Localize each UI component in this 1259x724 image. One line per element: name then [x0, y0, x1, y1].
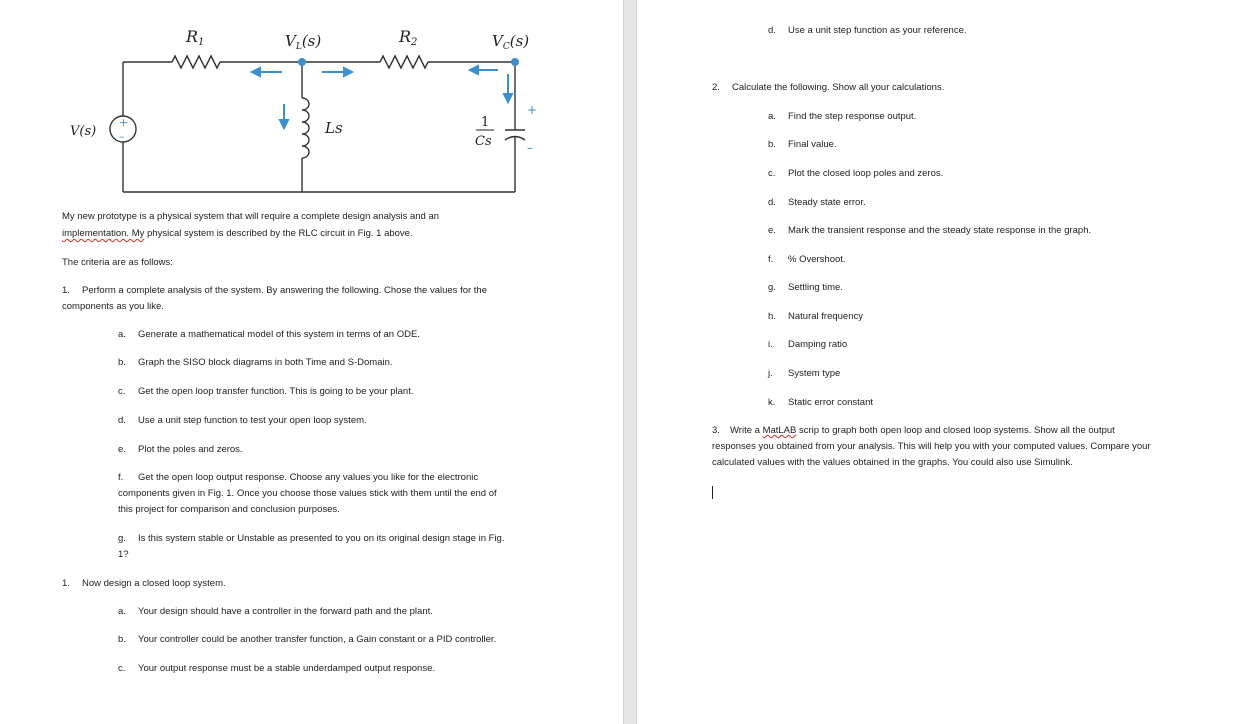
spellcheck-span: implementation. My	[62, 228, 145, 239]
item1-sub-b: b. Graph the SISO block diagrams in both Time and S-Domain.	[118, 357, 393, 368]
document-page-right	[637, 0, 1259, 724]
right-sub-d-top: d. Use a unit step function as your reference.	[768, 25, 967, 36]
right-sub-j: j. System type	[768, 368, 841, 379]
item1-sub-c: c. Get the open loop transfer function. This is going to be your plant.	[118, 386, 414, 397]
right-sub-a: a. Find the step response output.	[768, 111, 917, 122]
criteria-heading: The criteria are as follows:	[62, 257, 173, 268]
label-vs: V(s)	[70, 124, 97, 139]
label-cap-den: Cs	[475, 134, 492, 149]
item1-sub-a: a. Generate a mathematical model of this system in terms of an ODE.	[118, 329, 420, 340]
cap-plus: +	[527, 103, 538, 117]
item2-sub-c: c. Your output response must be a stable underdamped output response.	[118, 663, 435, 674]
item2-sub-b: b. Your controller could be another transfer function, a Gain constant or a PID controller.	[118, 634, 497, 645]
item3: 3. Write a MatLAB scrip to graph both open loop and closed loop systems. Show all the output	[712, 425, 1115, 436]
page-gutter	[623, 0, 637, 724]
item1-sub-g: g. Is this system stable or Unstable as presented to you on its original design stage in Fig.	[118, 533, 505, 544]
item2-sub-a: a. Your design should have a controller in the forward path and the plant.	[118, 606, 433, 617]
label-r1: R1	[186, 27, 205, 48]
right-sub-h: h. Natural frequency	[768, 311, 863, 322]
item3-line2: responses you obtained from your analysis. This will help you with your computed values. Compare your	[712, 441, 1151, 452]
label-vc: $V_C(s)$	[492, 32, 530, 52]
right-sub-g: g. Settling time.	[768, 282, 843, 293]
text-cursor[interactable]	[712, 486, 713, 499]
right-sub-i: i. Damping ratio	[768, 339, 848, 350]
node-vl	[298, 58, 306, 66]
label-vl: $V_L(s)$	[285, 32, 322, 52]
spellcheck-matlab: MatLAB	[762, 425, 797, 436]
label-cap-num: 1	[481, 115, 490, 130]
item1-continuation: components as you like.	[62, 301, 164, 312]
item3-line3: calculated values with the values obtained in the graphs. You could also use Simulink.	[712, 457, 1073, 468]
source-minus: –	[119, 130, 125, 143]
source-plus: +	[119, 116, 129, 129]
rlc-circuit-figure	[55, 22, 615, 222]
right-sub-c: c. Plot the closed loop poles and zeros.	[768, 168, 944, 179]
item1-sub-g-line2: 1?	[118, 549, 129, 560]
item1-sub-f-line3: this project for comparison and conclusion purposes.	[118, 504, 340, 515]
right-sub-d: d. Steady state error.	[768, 197, 866, 208]
right-sub-e: e. Mark the transient response and the steady state response in the graph.	[768, 225, 1092, 236]
item2-left: 1. Now design a closed loop system.	[62, 578, 226, 589]
item1: 1. Perform a complete analysis of the system. By answering the following. Chose the values for the	[62, 285, 488, 296]
right-sub-b: b. Final value.	[768, 139, 837, 150]
intro-line-2: implementation. My physical system is described by the RLC circuit in Fig. 1 above.	[62, 228, 413, 239]
item1-sub-d: d. Use a unit step function to test your open loop system.	[118, 415, 367, 426]
label-r2: R2	[399, 27, 418, 48]
node-vc	[511, 58, 519, 66]
right-sub-k: k. Static error constant	[768, 397, 874, 408]
item1-sub-e: e. Plot the poles and zeros.	[118, 444, 243, 455]
cap-minus: –	[527, 141, 533, 155]
document-page-left	[0, 0, 623, 724]
label-ls: Ls	[325, 119, 343, 137]
intro-line-1: My new prototype is a physical system that will require a complete design analysis and an	[62, 211, 440, 222]
right-sub-f: f. % Overshoot.	[768, 254, 846, 265]
item1-sub-f: f. Get the open loop output response. Choose any values you like for the electronic	[118, 472, 479, 483]
item1-sub-f-line2: components given in Fig. 1. Once you choose those values stick with them until the end of	[118, 488, 497, 499]
item2-right: 2. Calculate the following. Show all your calculations.	[712, 82, 945, 93]
